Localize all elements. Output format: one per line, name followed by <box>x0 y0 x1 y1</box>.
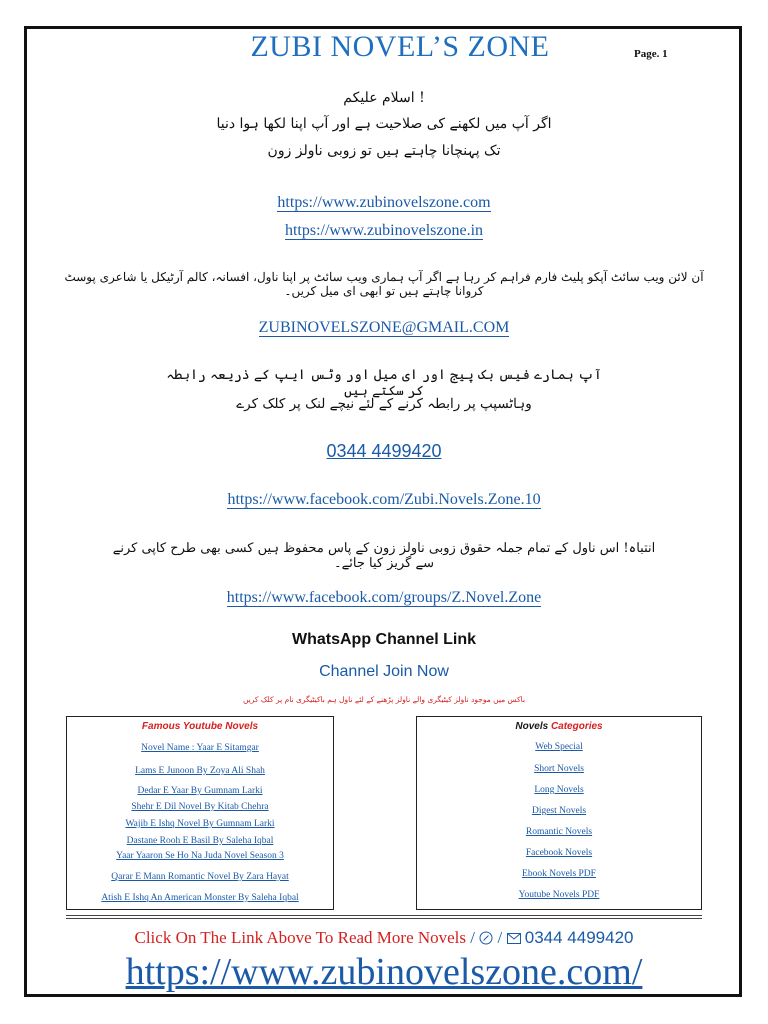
contact-line-2: وہاٹسپپ پر رابطہ کرنے کے لئے نیچے لنک پر کلک کرے <box>236 396 532 412</box>
footer-click-text: Click On The Link Above To Read More Novels <box>134 928 467 947</box>
footer-divider <box>66 918 702 919</box>
famous-novel-link[interactable]: Novel Name : Yaar E Sitamgar <box>141 743 259 753</box>
greeting-line-1: اگر آپ میں لکھنے کی صلاحیت ہے اور آپ اپنا لکھا ہوا دنیا <box>216 116 552 132</box>
footer-slash: / <box>470 928 476 947</box>
categories-title-novels: Novels <box>515 721 549 732</box>
category-link[interactable]: Romantic Novels <box>525 827 593 837</box>
categories-title-categories: Categories <box>550 721 603 732</box>
email-link[interactable]: ZUBINOVELSZONE@GMAIL.COM <box>258 319 510 336</box>
whatsapp-heading: WhatsApp Channel Link <box>292 631 476 648</box>
mail-icon <box>507 929 521 949</box>
category-link[interactable]: Long Novels <box>534 785 584 795</box>
famous-novel-link[interactable]: Dastane Rooh E Basil By Saleha Iqbal <box>126 836 274 846</box>
copyright-warning: انتباہ! اس ناول کے تمام جملہ حقوق زوبی ناولز زون کے پاس محفوظ ہیں کسی بھی طرح کاپی کرنے سے گریز کیا جائے۔ <box>112 541 656 571</box>
facebook-group-link[interactable]: https://www.facebook.com/groups/Z.Novel.Zone <box>226 589 542 606</box>
category-link[interactable]: Short Novels <box>534 764 584 774</box>
footer-phone-link[interactable]: 0344 4499420 <box>524 928 634 947</box>
phone-icon <box>479 930 493 950</box>
page-number: Page. 1 <box>634 48 668 60</box>
whatsapp-phone-link[interactable]: 0344 4499420 <box>326 441 442 461</box>
site-in-link[interactable]: https://www.zubinovelszone.in <box>284 222 484 239</box>
salam-text: ! اسلام علیکم <box>343 90 425 106</box>
category-link[interactable]: Web Special <box>535 742 583 752</box>
famous-novel-link[interactable]: Atish E Ishq An American Monster By Saleha Iqbal <box>101 893 299 903</box>
page-title: ZUBI NOVEL’S ZONE <box>250 30 550 63</box>
greeting-line-2: تک پہنچانا چاہتے ہیں تو زوبی ناولز زون <box>267 143 501 159</box>
famous-novel-link[interactable]: Dedar E Yaar By Gumnam Larki <box>137 786 263 796</box>
category-link[interactable]: Ebook Novels PDF <box>522 869 596 879</box>
footer-divider <box>66 915 702 916</box>
famous-novels-title: Famous Youtube Novels <box>141 721 259 732</box>
famous-novel-link[interactable]: Yaar Yaaron Se Ho Na Juda Novel Season 3 <box>116 851 284 861</box>
famous-novel-link[interactable]: Wajib E Ishq Novel By Gumnam Larki <box>125 819 275 829</box>
box-note: باکس میں موجود ناولز کیٹیگری والے ناولز پڑھنے کے لئے ناول ہم باکیٹیگری نام پر کلک کریں <box>242 695 526 704</box>
category-link[interactable]: Facebook Novels <box>525 848 593 858</box>
platform-text: آن لائن ویب سائٹ آپکو پلیٹ فارم فراہم کر رہا ہے اگر آپ ہماری ویب سائٹ پر اپنا ناول، افسانہ، کالم آرٹیکل یا شاعری پوسٹ کروانا چاہتے ہیں تو ابھی ای میل کریں۔ <box>64 270 704 298</box>
category-link[interactable]: Digest Novels <box>531 806 587 816</box>
contact-line-1: آپ ہمارے فیس بک پیج اور ای میل اور وٹس ایپ کے ذریعہ رابطہ کر سکتے ہیں <box>166 367 602 399</box>
famous-novel-link[interactable]: Qarar E Mann Romantic Novel By Zara Hayat <box>111 872 289 882</box>
categories-box <box>416 716 702 910</box>
footer-slash-2: / <box>497 928 503 947</box>
famous-novels-box <box>66 716 334 910</box>
facebook-page-link[interactable]: https://www.facebook.com/Zubi.Novels.Zone.10 <box>227 491 541 508</box>
footer-site-link[interactable]: https://www.zubinovelszone.com/ <box>125 951 643 993</box>
category-link[interactable]: Youtube Novels PDF <box>518 890 600 900</box>
famous-novel-link[interactable]: Lams E Junoon By Zoya Ali Shah <box>135 766 265 776</box>
famous-novel-link[interactable]: Shehr E Dil Novel By Kitab Chehra <box>131 802 269 812</box>
footer-line <box>0 928 768 950</box>
site-com-link[interactable]: https://www.zubinovelszone.com <box>277 194 491 211</box>
channel-join-link[interactable]: Channel Join Now <box>319 663 449 680</box>
categories-title <box>417 721 701 732</box>
